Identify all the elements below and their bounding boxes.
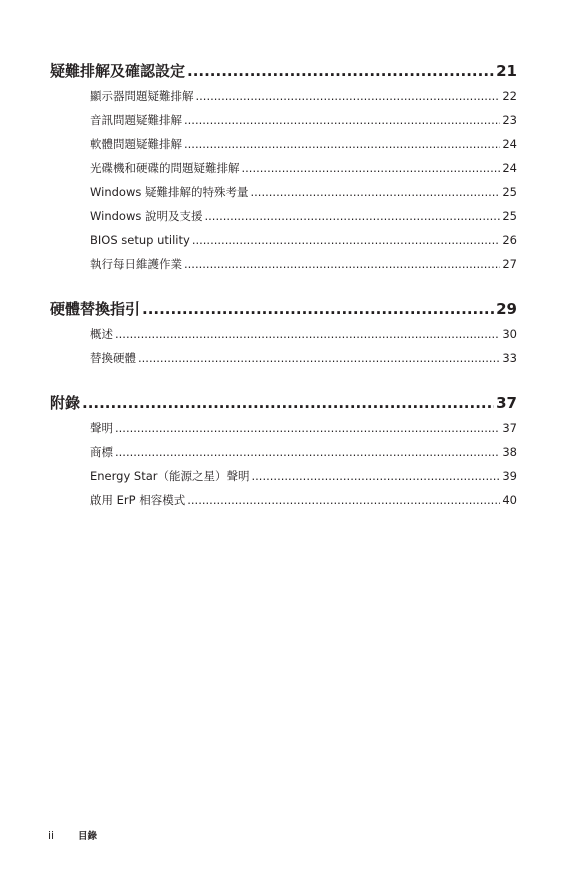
toc-entry-title: 音訊問題疑難排解 (90, 113, 182, 127)
dot-leader (142, 298, 494, 320)
dot-leader (115, 416, 500, 440)
toc-entry-title: 顯示器問題疑難排解 (90, 89, 194, 103)
toc-section-appendix (50, 392, 517, 512)
toc-entry-title: 軟體問題疑難排解 (90, 137, 182, 151)
toc-chapter-row[interactable] (50, 392, 517, 414)
footer-page-number: ii (48, 829, 55, 842)
toc-entry-row[interactable] (50, 488, 517, 512)
toc-chapter-page: 21 (496, 62, 517, 80)
toc-chapter-row[interactable] (50, 298, 517, 320)
dot-leader (184, 252, 500, 276)
dot-leader (187, 488, 500, 512)
dot-leader (252, 464, 501, 488)
toc-entry-row[interactable] (50, 132, 517, 156)
toc-entry-row[interactable] (50, 156, 517, 180)
toc-entry-row[interactable] (50, 228, 517, 252)
dot-leader (205, 204, 501, 228)
toc-entry-title: BIOS setup utility (90, 233, 190, 247)
toc-entry-title: 替換硬體 (90, 351, 136, 365)
toc-chapter-page: 37 (496, 394, 517, 412)
toc-entry-row[interactable] (50, 322, 517, 346)
toc-entry-title: Windows 疑難排解的特殊考量 (90, 185, 249, 199)
toc-entry-page: 23 (502, 113, 517, 127)
dot-leader (192, 228, 501, 252)
toc-entry-page: 24 (502, 137, 517, 151)
toc-entry-page: 30 (502, 327, 517, 341)
toc-entry-page: 27 (502, 257, 517, 271)
toc-entry-title: 概述 (90, 327, 113, 341)
toc-chapter-title: 硬體替換指引 (50, 300, 141, 318)
dot-leader (115, 322, 500, 346)
toc-chapter-title: 附錄 (50, 394, 81, 412)
toc-entry-title: 商標 (90, 445, 113, 459)
toc-entry-page: 37 (502, 421, 517, 435)
dot-leader (242, 156, 501, 180)
dot-leader (184, 108, 500, 132)
toc-entry-row[interactable] (50, 84, 517, 108)
toc-entry-title: 光碟機和硬碟的問題疑難排解 (90, 161, 240, 175)
toc-entry-page: 26 (502, 233, 517, 247)
toc-entry-page: 38 (502, 445, 517, 459)
dot-leader (82, 392, 494, 414)
toc-entry-row[interactable] (50, 252, 517, 276)
toc-entry-page: 40 (502, 493, 517, 507)
table-of-contents (50, 60, 517, 534)
toc-entry-row[interactable] (50, 204, 517, 228)
toc-entry-row[interactable] (50, 346, 517, 370)
toc-entry-row[interactable] (50, 464, 517, 488)
toc-entry-row[interactable] (50, 180, 517, 204)
toc-entry-page: 33 (502, 351, 517, 365)
toc-chapter-row[interactable] (50, 60, 517, 82)
toc-entry-row[interactable] (50, 416, 517, 440)
toc-entry-page: 24 (502, 161, 517, 175)
toc-entry-title: 執行每日維護作業 (90, 257, 182, 271)
dot-leader (138, 346, 500, 370)
toc-entry-title: 啟用 ErP 相容模式 (90, 493, 186, 507)
page-footer (48, 828, 97, 842)
toc-section-hardware (50, 298, 517, 370)
toc-entry-title: Windows 說明及支援 (90, 209, 203, 223)
toc-entry-title: 聲明 (90, 421, 113, 435)
dot-leader (115, 440, 500, 464)
toc-chapter-title: 疑難排解及確認設定 (50, 62, 186, 80)
toc-chapter-page: 29 (496, 300, 517, 318)
toc-entry-page: 22 (502, 89, 517, 103)
toc-entry-page: 39 (502, 469, 517, 483)
dot-leader (187, 60, 494, 82)
dot-leader (251, 180, 501, 204)
toc-entry-page: 25 (502, 185, 517, 199)
toc-section-troubleshooting (50, 60, 517, 276)
toc-entry-title: Energy Star（能源之星）聲明 (90, 469, 250, 483)
toc-entry-page: 25 (502, 209, 517, 223)
toc-entry-row[interactable] (50, 440, 517, 464)
dot-leader (184, 132, 500, 156)
footer-section-label: 目錄 (78, 831, 98, 842)
toc-entry-row[interactable] (50, 108, 517, 132)
dot-leader (196, 84, 501, 108)
